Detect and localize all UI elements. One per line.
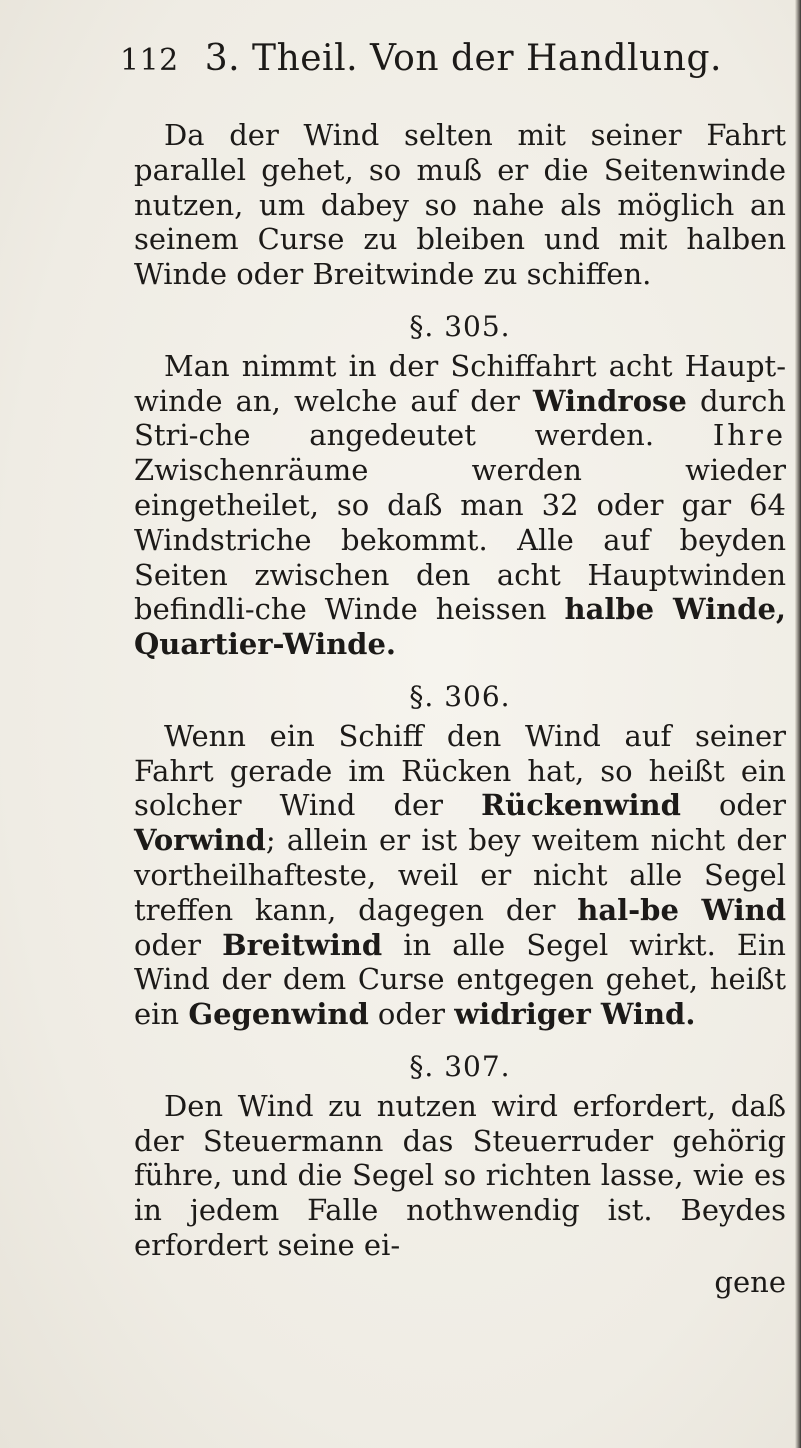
term-windrose: Windrose <box>532 383 687 418</box>
text-run: oder <box>368 997 455 1032</box>
text-run: Wenn ein Schiff den Wind auf seiner Fahrt gerade im Rücken hat, so heißt ein solcher Wind der <box>134 718 786 823</box>
text-run: ; allein er ist bey weitem nicht der vortheilhafteste, weil er nicht alle Segel treffen kann, dagegen der <box>134 823 786 927</box>
running-header <box>120 38 780 100</box>
page-number: 112 <box>120 43 179 78</box>
term-rueckenwind: Rückenwind <box>481 788 681 823</box>
section-307-heading: §. 307. <box>409 1049 511 1083</box>
text-run: Zwischenräume werden wieder eingetheilet, so daß man 32 oder gar 64 Windstriche bekommt. Alle auf beyden Seiten zwischen den acht Hauptwinden befindli-che Winde heissen <box>134 453 786 627</box>
term-halbe-wind: hal-be Wind <box>577 892 786 927</box>
text-run: Man nimmt in der Schiffahrt acht Haupt-winde an, welche auf der <box>134 348 786 418</box>
paragraph-307: Den Wind zu nutzen wird erfordert, daß der Steuermann das Steuerruder gehörig führe, und die Segel so richten lasse, wie es in jedem Falle nothwendig ist. Beydes erfordert seine ei- <box>134 1088 786 1262</box>
text-run: oder <box>680 788 786 823</box>
term-breitwind: Breitwind <box>222 927 383 962</box>
term-halbe-winde: halbe Winde, Quartier-Winde. <box>134 592 787 662</box>
section-306-heading: §. 306. <box>409 679 511 713</box>
catchword: gene <box>714 1264 786 1299</box>
emphasis-ihre: Ihre <box>712 418 786 453</box>
text-run: oder <box>134 927 223 962</box>
paragraph-306 <box>134 719 786 1032</box>
page-body <box>134 118 786 1300</box>
term-widriger-wind: widriger Wind. <box>454 997 696 1032</box>
term-vorwind: Vorwind <box>134 823 266 858</box>
paragraph-305 <box>134 349 786 662</box>
section-305-heading: §. 305. <box>409 309 511 343</box>
paragraph-intro: Da der Wind selten mit seiner Fahrt parallel gehet, so muß er die Seitenwinde nutzen, um dabey so nahe als möglich an seinem Curse zu bleiben und mit halben Winde oder Breitwinde zu schiffen. <box>134 118 786 292</box>
page-edge-shadow <box>795 0 801 1448</box>
text-run: durch Stri-che angedeutet werden. <box>134 383 786 453</box>
text-run: in alle Segel wirkt. Ein Wind der dem Curse entgegen gehet, heißt ein <box>134 927 786 1032</box>
running-title: 3. Theil. Von der Handlung. <box>204 38 722 79</box>
term-gegenwind: Gegenwind <box>188 997 369 1032</box>
